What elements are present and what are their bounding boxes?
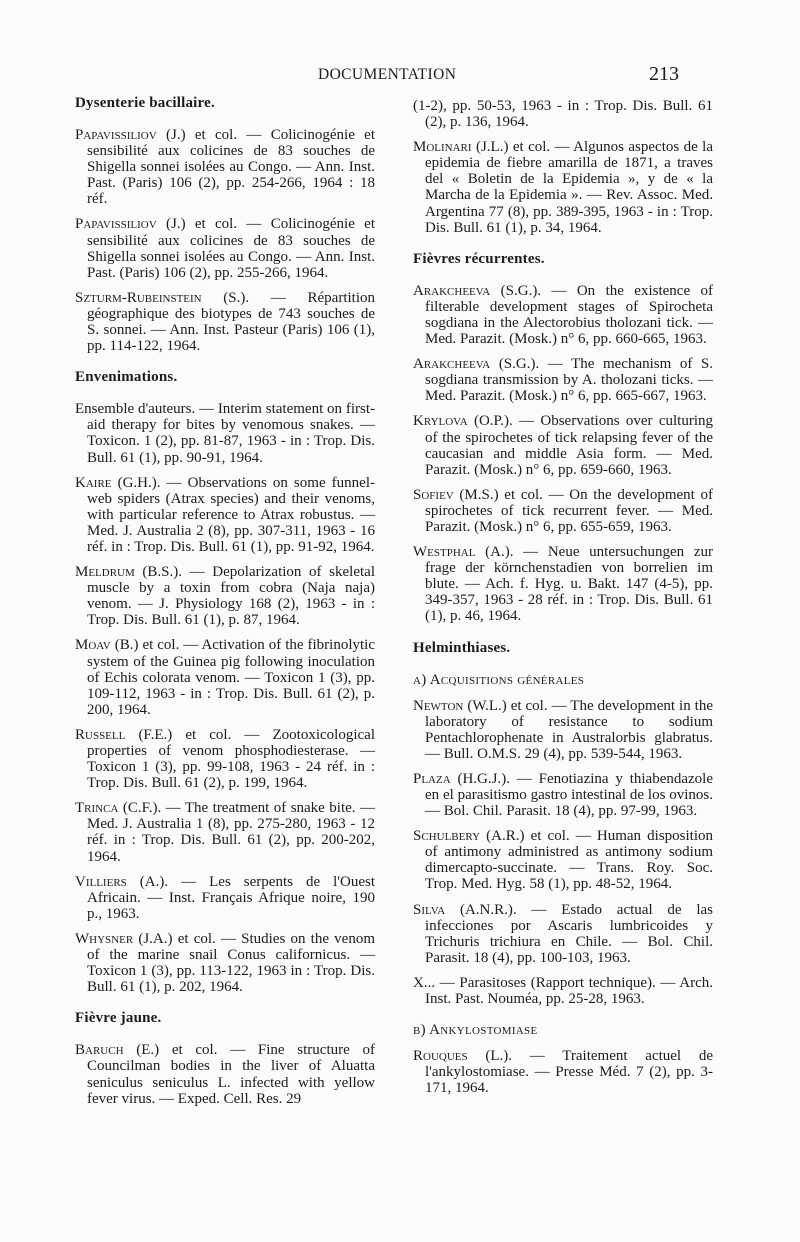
entry-author: Sofiev bbox=[413, 486, 454, 503]
bib-entry bbox=[413, 356, 713, 404]
entry-author: Meldrum bbox=[75, 564, 135, 581]
entry-text: (J.) et col. — Colicinogénie et sensibilité aux colicines de 83 souches de Shigella sonnei isolées au Congo. — Ann. Inst. Past. (Paris) 106 (2), pp. 255-266, 1964. bbox=[87, 216, 375, 281]
entry-text: d'auteurs. — Interim statement on first-aid therapy for bites by venomous snakes. — Toxicon. 1 (2), pp. 81-87, 1963 - in : Trop. Dis. Bull. 61 (1), pp. 90-91, 1964. bbox=[87, 401, 375, 466]
bib-entry bbox=[75, 800, 375, 864]
bib-entry bbox=[75, 216, 375, 280]
running-header bbox=[0, 64, 800, 88]
entry-text: (C.F.). — The treatment of snake bite. — Med. J. Australia 1 (8), pp. 275-280, 1963 - 12 réf. in : Trop. Dis. Bull. 61 (2), pp. 200-202, 1964. bbox=[87, 800, 375, 865]
bib-entry bbox=[75, 931, 375, 995]
entry-author: Villiers bbox=[75, 873, 127, 890]
entry-author: Arakcheeva bbox=[413, 282, 491, 299]
bib-entry-continuation: (1-2), pp. 50-53, 1963 - in : Trop. Dis. Bull. 61 (2), p. 136, 1964. bbox=[413, 98, 713, 131]
section-heading-fievre-jaune: Fièvre jaune. bbox=[75, 1010, 162, 1027]
bib-entry bbox=[413, 771, 713, 819]
entry-text: (B.S.). — Depolarization of skeletal muscle by a toxin from cobra (Naja naja) venom. — J. Physiology 168 (2), 1963 - in : Trop. Dis. Bull. 61 (1), p. 87, 1964. bbox=[87, 564, 375, 629]
entry-text: (S.G.). — The mechanism of S. sogdiana transmission by A. tholozani ticks. — Med. Parazit. (Mosk.) n° 6, pp. 665-667, 1963. bbox=[425, 356, 713, 405]
entry-author: Molinari bbox=[413, 139, 472, 156]
entry-text: (W.L.) et col. — The development in the laboratory of resistance to sodium Pentachlorophenate in Australorbis glabratus. — Bull. O.M.S. 29 (4), pp. 539-544, 1963. bbox=[425, 697, 713, 762]
entry-text: (J.L.) et col. — Algunos aspectos de la epidemia de fiebre amarilla de 1871, a traves del « Boletin de la Epidemia », y de « la Marcha de la Epidemia ». — Rev. Assoc. Med. Argentina 77 (8), pp. 389-395, 1963 - in : Trop. Dis. Bull. 61 (1), p. 34, 1964. bbox=[425, 139, 713, 236]
subsection-heading-acquisitions: a) Acquisitions générales bbox=[413, 671, 585, 688]
entry-text: (B.) et col. — Activation of the fibrinolytic system of the Guinea pig following inoculation of Echis colorata venom. — Toxicon 1 (3), pp. 109-112, 1963 - in : Trop. Dis. Bull. 61 (2), p. 200, 1964. bbox=[87, 637, 375, 718]
bib-entry bbox=[75, 1042, 375, 1106]
entry-text: (S.G.). — On the existence of filterable development stages of Spirocheta sogdiana in the Alectorobius tholozani tick. — Med. Parazit. (Mosk.) n° 6, pp. 660-665, 1963. bbox=[425, 282, 713, 348]
entry-text: (L.). — Traitement actuel de l'ankylostomiase. — Presse Méd. 7 (2), pp. 3-171, 1964. bbox=[425, 1048, 713, 1097]
bib-entry bbox=[413, 975, 713, 1007]
bib-entry bbox=[75, 637, 375, 717]
left-column bbox=[75, 95, 375, 1107]
entry-text: (A.). — Les serpents de l'Ouest Africain. — Inst. Français Afrique noire, 190 p., 1963. bbox=[87, 873, 375, 922]
entry-author: Kaire bbox=[75, 474, 112, 491]
bib-entry bbox=[75, 475, 375, 555]
entry-author: Krylova bbox=[413, 413, 468, 430]
entry-author: Papavissiliov bbox=[75, 216, 157, 233]
entry-text: (O.P.). — Observations over culturing of the spirochetes of tick relapsing fever of the caucasian and middle Asia form. — Med. Parazit. (Mosk.) n° 6, pp. 659-660, 1963. bbox=[425, 413, 713, 478]
entry-author: X... bbox=[413, 974, 436, 991]
entry-text: (J.) et col. — Colicinogénie et sensibilité aux colicines de 83 souches de Shigella sonnei isolées au Congo. — Ann. Inst. Past. (Paris) 106 (2), pp. 254-266, 1964 : 18 réf. bbox=[87, 127, 375, 208]
right-column bbox=[413, 98, 713, 1096]
entry-text: (E.) et col. — Fine structure of Councilman bodies in the liver of Aluatta seniculus seniculus L. infected with yellow fever virus. — Exped. Cell. Res. 29 bbox=[87, 1042, 375, 1107]
entry-author: Plaza bbox=[413, 770, 451, 787]
bib-entry bbox=[413, 1048, 713, 1096]
entry-author: Szturm-Rubeinstein bbox=[75, 289, 202, 306]
bib-entry bbox=[413, 413, 713, 477]
entry-text: (J.A.) et col. — Studies on the venom of the marine snail Conus californicus. — Toxicon 1 (3), pp. 113-122, 1963 in : Trop. Dis. Bull. 61 (1), p. 202, 1964. bbox=[87, 930, 375, 996]
bib-entry bbox=[413, 139, 713, 236]
section-heading-helminthiases: Helminthiases. bbox=[413, 639, 511, 656]
subsection-heading-ankylostomiase: b) Ankylostomiase bbox=[413, 1022, 538, 1039]
entry-author: Russell bbox=[75, 726, 126, 743]
entry-author: Ensemble bbox=[75, 401, 135, 418]
entry-text: (G.H.). — Observations on some funnel-web spiders (Atrax species) and their venoms, with particular reference to Atrax robustus. — Med. J. Australia 2 (8), pp. 307-311, 1963 - 16 réf. in : Trop. Dis. Bull. 61 (1), pp. 91-92, 1964. bbox=[87, 474, 375, 555]
entry-author: Silva bbox=[413, 901, 446, 918]
entry-text: (A.N.R.). — Estado actual de las infecciones por Ascaris lumbricoides y Trichuris trichiura en Chile. — Bol. Chil. Parasit. 18 (4), pp. 100-103, 1963. bbox=[425, 901, 713, 966]
entry-text: (H.G.J.). — Fenotiazina y thiabendazole en el parasitismo gastro intestinal de los ovinos. — Bol. Chil. Parasit. 18 (4), pp. 97-99, 1963. bbox=[425, 770, 713, 820]
entry-author: Baruch bbox=[75, 1042, 124, 1059]
bib-entry bbox=[413, 544, 713, 624]
section-heading-dysenterie: Dysenterie bacillaire. bbox=[75, 95, 215, 111]
entry-author: Trinca bbox=[75, 800, 119, 817]
entry-author: Schulbery bbox=[413, 828, 481, 845]
entry-text: (A.R.) et col. — Human disposition of antimony administred as antimony sodium dimercapto-succinate. — Trans. Roy. Soc. Trop. Med. Hyg. 58 (1), pp. 48-52, 1964. bbox=[425, 828, 713, 893]
bib-entry bbox=[413, 487, 713, 535]
entry-author: Whysner bbox=[75, 930, 134, 947]
entry-author: Papavissiliov bbox=[75, 127, 157, 143]
bib-entry bbox=[75, 127, 375, 207]
entry-author: Newton bbox=[413, 697, 464, 714]
bib-entry bbox=[75, 564, 375, 628]
bib-entry bbox=[75, 290, 375, 354]
running-title: DOCUMENTATION bbox=[318, 66, 457, 83]
entry-text: (M.S.) et col. — On the development of spirochetes of tick recurrent fever. — Med. Parazit. (Mosk.) n° 6, pp. 655-659, 1963. bbox=[425, 486, 713, 535]
entry-text: (S.). — Répartition géographique des biotypes de 743 souches de S. sonnei. — Ann. Inst. Pasteur (Paris) 106 (1), pp. 114-122, 1964. bbox=[87, 289, 375, 355]
bib-entry bbox=[75, 727, 375, 791]
entry-text: — Parasitoses (Rapport technique). — Arch. Inst. Past. Nouméa, pp. 25-28, 1963. bbox=[425, 974, 713, 1008]
entry-author: Westphal bbox=[413, 544, 476, 561]
bib-entry bbox=[413, 828, 713, 892]
bib-entry bbox=[75, 874, 375, 922]
bib-entry bbox=[413, 698, 713, 762]
page-number: 213 bbox=[649, 63, 679, 85]
bib-entry bbox=[413, 902, 713, 966]
entry-author: Arakcheeva bbox=[413, 356, 491, 373]
bib-entry bbox=[75, 401, 375, 465]
entry-text: (A.). — Neue untersuchungen zur frage der körnchenstadien von borrelien im blute. — Ach. f. Hyg. u. Bakt. 147 (4-5), pp. 349-357, 1963 - 28 réf. in : Trop. Dis. Bull. 61 (1), p. 46, 1964. bbox=[425, 544, 713, 625]
entry-author: Rouques bbox=[413, 1048, 468, 1065]
entry-text: (F.E.) et col. — Zootoxicological properties of venom phosphodiesterase. — Toxicon 1 (3), pp. 99-108, 1963 - 24 réf. in : Trop. Dis. Bull. 61 (2), p. 199, 1964. bbox=[87, 726, 375, 792]
entry-author: Moav bbox=[75, 637, 111, 654]
bib-entry bbox=[413, 283, 713, 347]
section-heading-envenimations: Envenimations. bbox=[75, 369, 178, 386]
section-heading-fievres-recurrentes: Fièvres récurrentes. bbox=[413, 250, 545, 267]
